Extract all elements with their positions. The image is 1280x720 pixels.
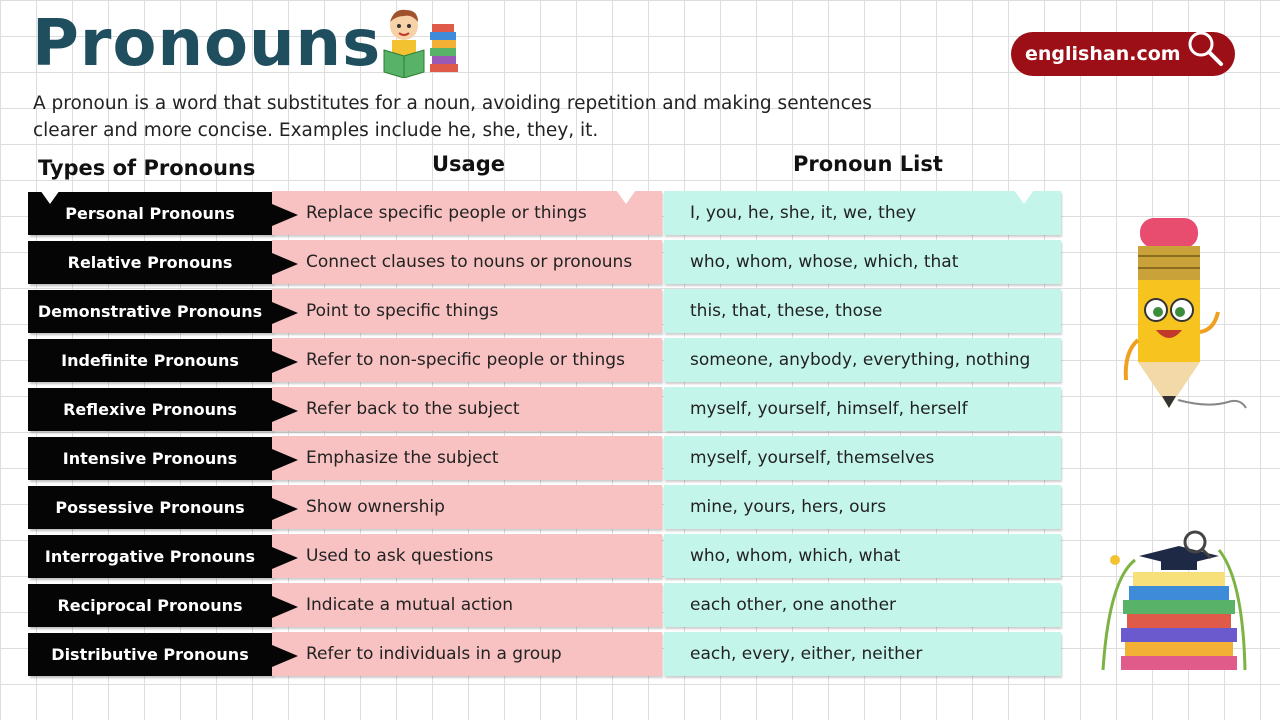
arrow-icon [272,204,298,226]
type-cell: Reciprocal Pronouns [28,584,272,627]
type-cell: Relative Pronouns [28,241,272,284]
arrow-icon [272,547,298,569]
type-cell: Interrogative Pronouns [28,535,272,578]
usage-cell: Replace specific people or things [272,191,662,235]
usage-cell: Indicate a mutual action [272,583,662,627]
table-row [28,386,1064,431]
arrow-icon [272,302,298,324]
page-title: Pronouns [32,7,382,81]
reading-kid-illustration [380,4,460,78]
magnifier-icon [1185,28,1225,68]
type-cell: Possessive Pronouns [28,486,272,529]
table-row [28,435,1064,480]
list-cell: mine, yours, hers, ours [664,485,1061,529]
list-cell: myself, yourself, himself, herself [664,387,1061,431]
usage-cell: Refer to non-specific people or things [272,338,662,382]
list-cell: each, every, either, neither [664,632,1061,676]
list-cell: myself, yourself, themselves [664,436,1061,480]
table-row [28,239,1064,284]
arrow-icon [272,400,298,422]
type-cell: Intensive Pronouns [28,437,272,480]
brand-badge[interactable] [1011,32,1235,76]
table-row [28,288,1064,333]
usage-cell: Show ownership [272,485,662,529]
list-cell: who, whom, whose, which, that [664,240,1061,284]
table-row [28,533,1064,578]
pencil-mascot-illustration [1118,212,1248,418]
arrow-icon [272,596,298,618]
list-cell: this, that, these, those [664,289,1061,333]
usage-cell: Emphasize the subject [272,436,662,480]
brand-label: englishan.com [1025,43,1181,65]
usage-cell: Connect clauses to nouns or pronouns [272,240,662,284]
list-cell: who, whom, which, what [664,534,1061,578]
notch-icon [616,190,636,204]
arrow-icon [272,351,298,373]
table-row [28,484,1064,529]
intro-text: A pronoun is a word that substitutes for a noun, avoiding repetition and making sentences clearer and more concise. Examples include he, she, they, it. [33,93,872,141]
notch-icon [40,190,60,204]
table-row [28,582,1064,627]
type-cell: Indefinite Pronouns [28,339,272,382]
notch-icon [1014,190,1034,204]
table-row [28,631,1064,676]
usage-cell: Point to specific things [272,289,662,333]
header-list: Pronoun List [793,152,943,176]
usage-cell: Refer to individuals in a group [272,632,662,676]
type-cell: Personal Pronouns [28,192,272,235]
table-row [28,337,1064,382]
header-usage: Usage [432,152,505,176]
arrow-icon [272,449,298,471]
list-cell: I, you, he, she, it, we, they [664,191,1061,235]
list-cell: each other, one another [664,583,1061,627]
arrow-icon [272,498,298,520]
arrow-icon [272,645,298,667]
type-cell: Distributive Pronouns [28,633,272,676]
list-cell: someone, anybody, everything, nothing [664,338,1061,382]
book-stack-illustration [1095,520,1255,680]
header-types: Types of Pronouns [38,156,256,180]
arrow-icon [272,253,298,275]
usage-cell: Refer back to the subject [272,387,662,431]
type-cell: Reflexive Pronouns [28,388,272,431]
table-row [28,190,1064,235]
usage-cell: Used to ask questions [272,534,662,578]
type-cell: Demonstrative Pronouns [28,290,272,333]
